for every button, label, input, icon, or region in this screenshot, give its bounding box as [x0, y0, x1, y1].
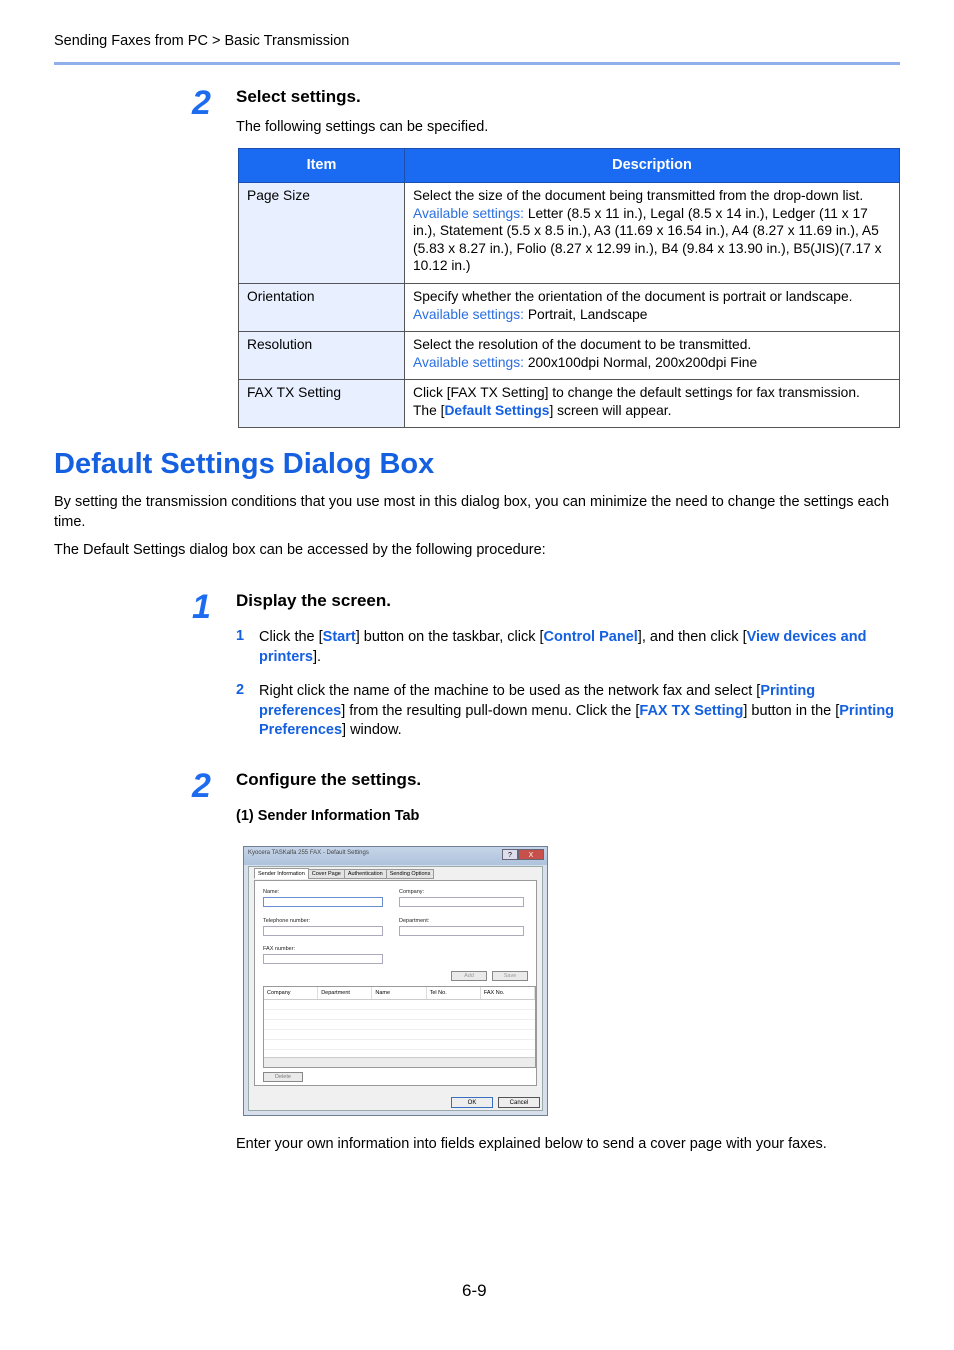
tab-cover-page[interactable]: Cover Page: [308, 869, 345, 879]
substep-text-part: ] window.: [342, 722, 402, 738]
closing-paragraph: Enter your own information into fields explained below to send a cover page with your faxes.: [236, 1136, 827, 1152]
step-title: Display the screen.: [236, 591, 391, 610]
table-row: [239, 332, 900, 380]
substep-number: 2: [236, 682, 245, 698]
company-field[interactable]: [399, 897, 524, 907]
description-text: Specify whether the orientation of the document is portrait or landscape.: [413, 289, 853, 304]
dialog-titlebar: [244, 847, 547, 865]
start-link[interactable]: Start: [322, 629, 356, 645]
fax-tx-setting-link[interactable]: FAX TX Setting: [639, 702, 744, 719]
grid-row[interactable]: [264, 1030, 535, 1040]
description-text: Click [FAX TX Setting] to change the default settings for fax transmission.: [413, 385, 860, 400]
contacts-grid: [263, 986, 536, 1068]
step-number: 2: [192, 84, 211, 122]
save-button[interactable]: Save: [492, 971, 528, 981]
grid-column-header[interactable]: Company: [264, 987, 318, 999]
tab-authentication[interactable]: Authentication: [344, 869, 387, 879]
fax-label: FAX number:: [263, 946, 296, 952]
section-heading: Default Settings Dialog Box: [54, 448, 435, 480]
item-cell: Page Size: [239, 183, 405, 284]
dialog-title: Kyocera TASKalfa 255 FAX - Default Settings: [248, 850, 369, 856]
page-number: 6-9: [462, 1281, 487, 1300]
table-row: [239, 380, 900, 428]
tab-sending-options[interactable]: Sending Options: [386, 869, 435, 879]
dialog-client: [248, 866, 543, 1111]
grid-row[interactable]: [264, 1040, 535, 1050]
step-number: 1: [192, 588, 211, 626]
tab-sender-information[interactable]: Sender Information: [254, 868, 309, 879]
column-header-item: Item: [239, 149, 405, 183]
header-rule: [54, 62, 900, 65]
step-title: Configure the settings.: [236, 770, 422, 789]
table-row: [239, 284, 900, 332]
substep-text-part: Right click the name of the machine to be used as the network fax and select [: [259, 683, 761, 699]
grid-row[interactable]: [264, 1010, 535, 1020]
item-cell: FAX TX Setting: [239, 380, 405, 428]
horizontal-scrollbar[interactable]: [264, 1057, 535, 1067]
view-devices-link[interactable]: View devices and printers: [259, 629, 867, 665]
department-field[interactable]: [399, 926, 524, 936]
printing-preferences-window-link[interactable]: Printing Preferences: [259, 702, 895, 738]
close-button[interactable]: X: [518, 849, 544, 860]
available-settings-label: Available settings:: [413, 354, 524, 370]
available-settings-value: Portrait, Landscape: [527, 306, 648, 322]
company-label: Company:: [399, 889, 425, 895]
table-header-row: [239, 149, 900, 183]
tab-subheading: (1) Sender Information Tab: [236, 808, 420, 824]
description-text-prefix: The [: [413, 402, 445, 418]
tab-page: [254, 880, 537, 1086]
available-settings-value: 200x100dpi Normal, 200x200dpi Fine: [527, 354, 758, 370]
printing-preferences-link[interactable]: Printing preferences: [259, 683, 816, 719]
fax-field[interactable]: [263, 954, 383, 964]
help-button[interactable]: ?: [502, 849, 518, 860]
table-row: [239, 183, 900, 284]
available-settings-value: Letter (8.5 x 11 in.), Legal (8.5 x 14 in.), Ledger (11 x 17 in.), Statement (5.5 x 8.5 in.), A3 (11.69 x 16.54 in.), A4 (8.27 x 11.69 in.), A5 (5.83 x 8.27 in.), Folio (8.27 x 12.99 in.), B4 (9.84 x 13.90 in.), B5(JIS)(7.17 x 10.12 in.): [413, 205, 882, 273]
step-title: Select settings.: [236, 87, 361, 106]
delete-button[interactable]: Delete: [263, 1072, 303, 1082]
substep-text-part: Click the [: [259, 629, 323, 645]
step-intro: The following settings can be specified.: [236, 119, 489, 135]
grid-row[interactable]: [264, 1000, 535, 1010]
grid-column-header[interactable]: Name: [372, 987, 426, 999]
grid-header: [264, 987, 535, 1000]
description-cell: [405, 284, 900, 332]
description-cell: [405, 380, 900, 428]
substep-text: [259, 682, 900, 741]
default-settings-link[interactable]: Default Settings: [444, 402, 550, 418]
cancel-button[interactable]: Cancel: [498, 1097, 540, 1108]
name-label: Name:: [263, 889, 280, 895]
section-paragraph: By setting the transmission conditions that you use most in this dialog box, you can minimize the need to change the settings each time.: [54, 494, 890, 530]
substep-text: [259, 628, 900, 667]
available-settings-label: Available settings:: [413, 306, 524, 322]
dialog-tabs: [254, 869, 433, 879]
default-settings-dialog: [243, 846, 548, 1116]
control-panel-link[interactable]: Control Panel: [543, 629, 638, 645]
available-settings-label: Available settings:: [413, 205, 524, 221]
section-paragraph: The Default Settings dialog box can be accessed by the following procedure:: [54, 542, 546, 558]
description-cell: [405, 332, 900, 380]
grid-column-header[interactable]: Department: [318, 987, 372, 999]
grid-column-header[interactable]: FAX No.: [481, 987, 535, 999]
description-cell: [405, 183, 900, 284]
grid-column-header[interactable]: Tel No.: [427, 987, 481, 999]
department-label: Department:: [399, 918, 430, 924]
grid-row[interactable]: [264, 1020, 535, 1030]
substep-number: 1: [236, 628, 245, 644]
substep-text-part: ].: [313, 648, 322, 665]
settings-table: [238, 148, 900, 428]
description-text: Select the size of the document being transmitted from the drop-down list.: [413, 188, 864, 203]
description-text: Select the resolution of the document to be transmitted.: [413, 337, 752, 352]
step-number: 2: [192, 767, 211, 805]
substep-text-part: ], and then click [: [637, 629, 747, 645]
ok-button[interactable]: OK: [451, 1097, 493, 1108]
column-header-description: Description: [405, 149, 900, 183]
substep-text-part: ] button in the [: [743, 702, 840, 719]
substep-text-part: ] button on the taskbar, click [: [355, 629, 544, 645]
substep-text-part: ] from the resulting pull-down menu. Click the [: [341, 702, 640, 719]
breadcrumb: Sending Faxes from PC > Basic Transmission: [54, 33, 350, 49]
item-cell: Orientation: [239, 284, 405, 332]
description-text-suffix: ] screen will appear.: [549, 402, 672, 418]
telephone-label: Telephone number:: [263, 918, 311, 924]
name-field[interactable]: [263, 897, 383, 907]
telephone-field[interactable]: [263, 926, 383, 936]
add-button[interactable]: Add: [451, 971, 487, 981]
item-cell: Resolution: [239, 332, 405, 380]
